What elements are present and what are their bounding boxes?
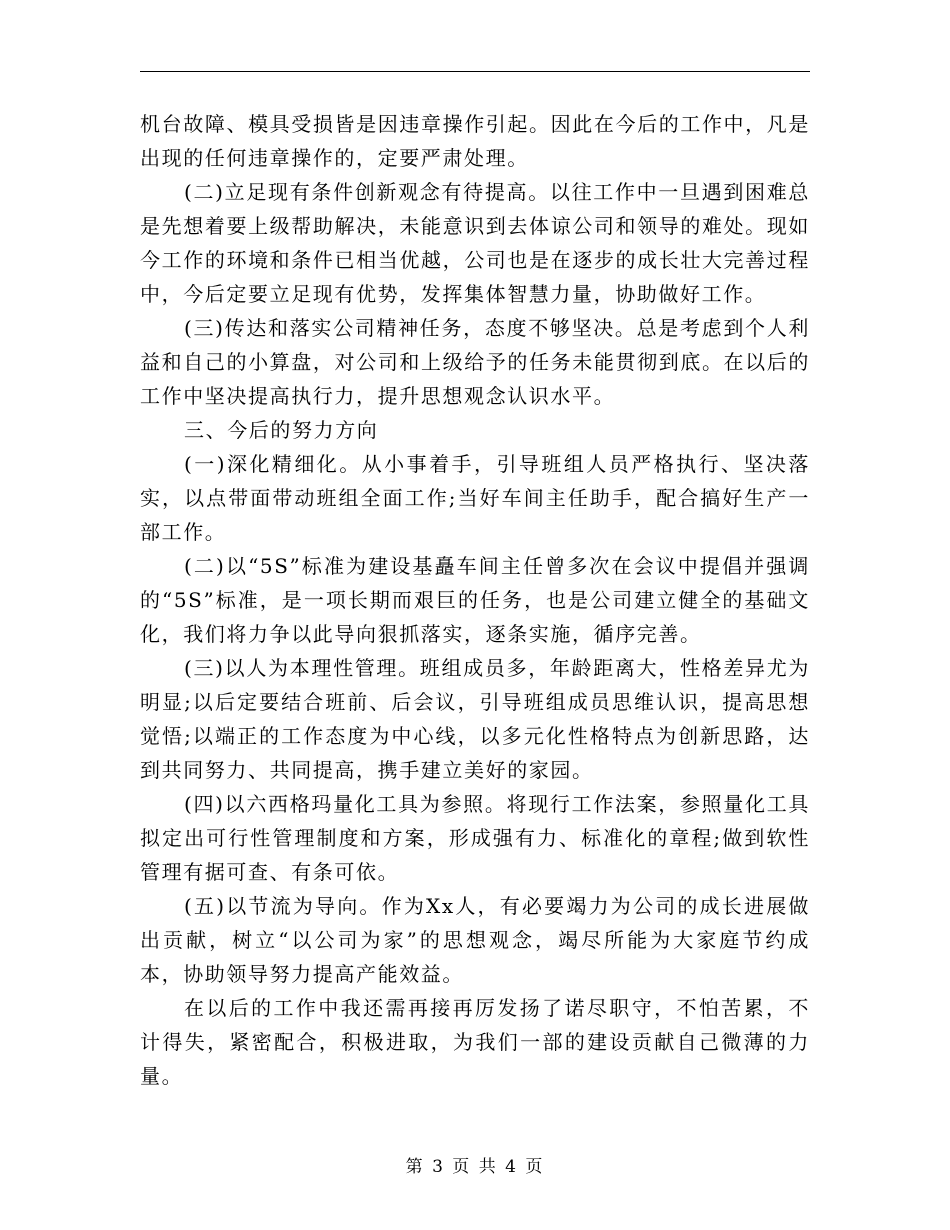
paragraph-item-3: (三)传达和落实公司精神任务，态度不够坚决。总是考虑到个人利益和自己的小算盘，对公司和上级给予的任务未能贯彻到底。在以后的工作中坚决提高执行力，提升思想观念认识水平。 [140,316,810,408]
paragraph-closing: 在以后的工作中我还需再接再厉发扬了诺尽职守，不怕苦累，不计得失，紧密配合，积极进取，为我们一部的建设贡献自己微薄的力量。 [140,996,810,1088]
paragraph-direction-5: (五)以节流为导向。作为Xx人，有必要竭力为公司的成长进展做出贡献，树立“以公司为家”的思想观念，竭尽所能为大家庭节约成本，协助领导努力提高产能效益。 [140,894,810,986]
paragraph-continuation: 机台故障、模具受损皆是因违章操作引起。因此在今后的工作中，凡是出现的任何违章操作的，定要严肃处理。 [140,112,810,170]
paragraph-direction-3: (三)以人为本理性管理。班组成员多，年龄距离大，性格差异尤为明显;以后定要结合班前、后会议，引导班组成员思维认识，提高思想觉悟;以端正的工作态度为中心线，以多元化性格特点为创新思路，达到共同努力、共同提高，携手建立美好的家园。 [140,656,810,782]
page-number-footer: 第 3 页 共 4 页 [405,1157,545,1177]
paragraph-item-2: (二)立足现有条件创新观念有待提高。以往工作中一旦遇到困难总是先想着要上级帮助解决，未能意识到去体谅公司和领导的难处。现如今工作的环境和条件已相当优越，公司也是在逐步的成长壮大完善过程中，今后定要立足现有优势，发挥集体智慧力量，协助做好工作。 [140,180,810,306]
paragraph-direction-1: (一)深化精细化。从小事着手，引导班组人员严格执行、坚决落实，以点带面带动班组全面工作;当好车间主任助手，配合搞好生产一部工作。 [140,452,810,544]
paragraph-direction-4: (四)以六西格玛量化工具为参照。将现行工作法案，参照量化工具拟定出可行性管理制度和方案，形成强有力、标准化的章程;做到软性管理有据可查、有条可依。 [140,792,810,884]
section-heading-3: 三、今后的努力方向 [184,418,379,442]
document-body [140,107,810,1093]
paragraph-direction-2: (二)以“5S”标准为建设基矗车间主任曾多次在会议中提倡并强调的“5S”标准，是一项长期而艰巨的任务，也是公司建立健全的基础文化，我们将力争以此导向狠抓落实，逐条实施，循序完善。 [140,554,810,646]
header-rule [140,71,810,72]
